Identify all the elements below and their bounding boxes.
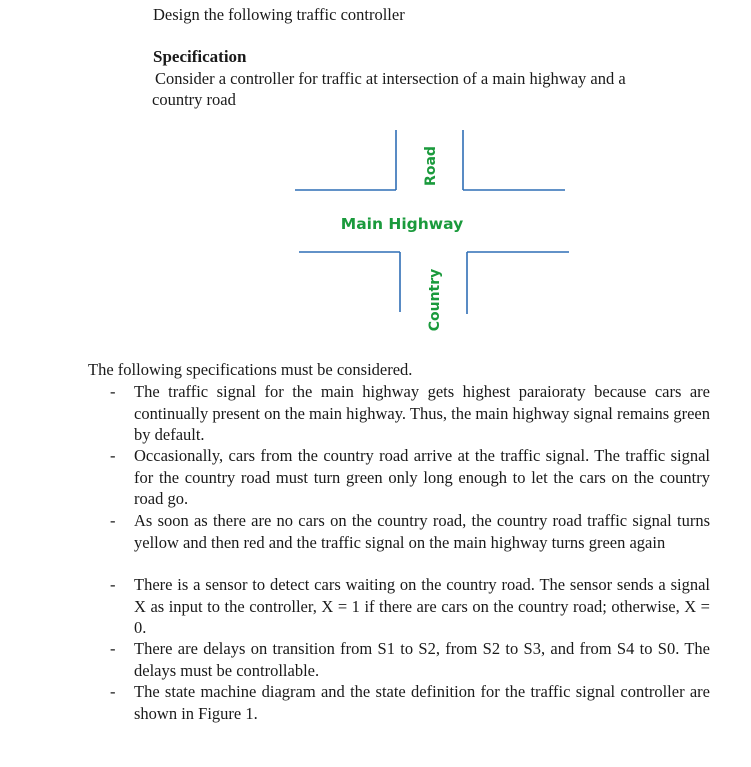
list-item: The state machine diagram and the state definition for the traffic signal controller are shown in Figure 1.	[134, 682, 710, 723]
specification-text-line2: country road	[152, 90, 236, 109]
bullet-marker: -	[110, 382, 116, 401]
bullet-marker: -	[110, 511, 116, 530]
country-label: Country	[427, 268, 443, 332]
bullet-marker: -	[110, 639, 116, 658]
list-item: The traffic signal for the main highway gets highest paraioraty because cars are continually present on the main highway. Thus, the main highway signal remains green by default.	[134, 382, 710, 444]
document-title: Design the following traffic controller	[153, 5, 405, 24]
considerations-intro: The following specifications must be considered.	[88, 360, 413, 379]
bullet-marker: -	[110, 682, 116, 701]
bullet-marker: -	[110, 575, 116, 594]
list-item: There is a sensor to detect cars waiting on the country road. The sensor sends a signal X as input to the controller, X = 1 if there are cars on the country road; otherwise, X = 0.	[134, 575, 710, 637]
list-item: As soon as there are no cars on the country road, the country road traffic signal turns yellow and then red and the traffic signal on the main highway turns green again	[134, 511, 710, 552]
list-item: Occasionally, cars from the country road arrive at the traffic signal. The traffic signal for the country road must turn green only long enough to let the cars on the country road go.	[134, 446, 710, 508]
main-highway-label: Main Highway	[340, 215, 464, 233]
list-item: There are delays on transition from S1 to S2, from S2 to S3, and from S4 to S0. The delays must be controllable.	[134, 639, 710, 680]
specification-text-line1: Consider a controller for traffic at intersection of a main highway and a	[155, 69, 626, 88]
road-label: Road	[423, 146, 439, 186]
bullet-marker: -	[110, 446, 116, 465]
specification-heading: Specification	[153, 47, 247, 66]
